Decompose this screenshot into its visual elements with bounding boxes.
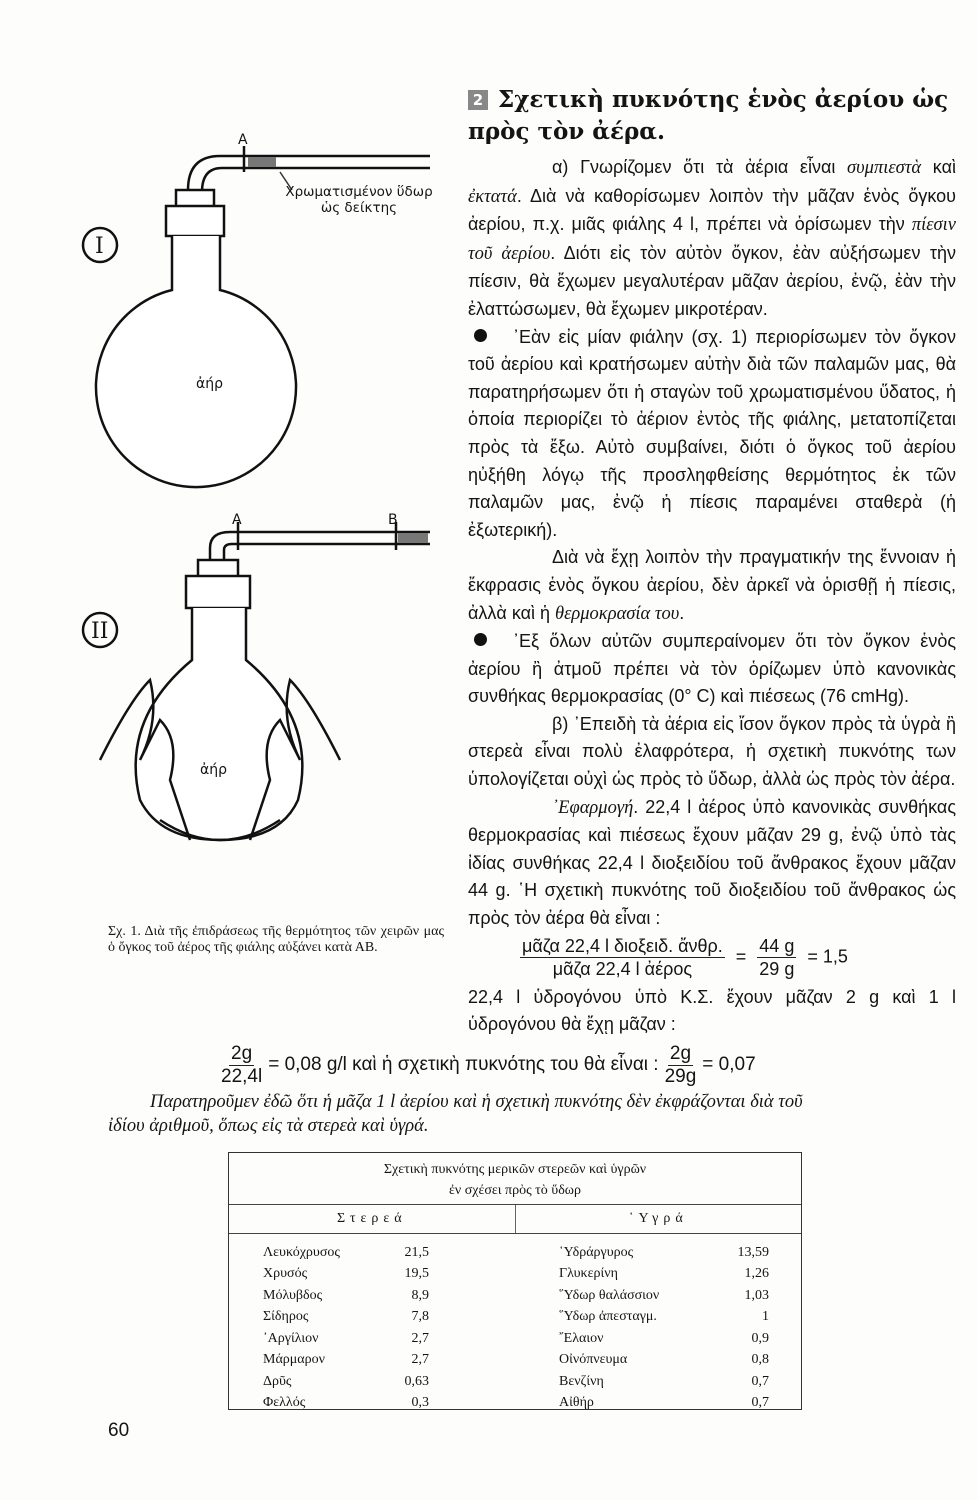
section-title: Σχετικὴ πυκνότης ἑνὸς ἀερίου ὡς πρὸς τὸν ἀέρα.	[468, 86, 949, 145]
table-row	[559, 1392, 801, 1414]
denominator: 29 g	[759, 958, 795, 979]
table-title-line-1: Σχετικὴ πυκνότης μερικῶν στερεῶν καὶ ὑγρῶν	[383, 1161, 647, 1177]
italic-term: ἐκτατά	[468, 186, 517, 207]
substance-name: Οἰνόπνευμα	[559, 1352, 628, 1368]
substance-name: Λευκόχρυσος	[263, 1244, 340, 1260]
table-row	[263, 1349, 515, 1371]
roman-numeral-2: II	[91, 619, 109, 644]
substance-name: Μάρμαρον	[263, 1352, 325, 1368]
equals: =	[735, 945, 747, 966]
table-row	[559, 1349, 801, 1371]
table-row	[559, 1263, 801, 1285]
main-text-column	[468, 0, 956, 1039]
header-solids: Στερεά	[229, 1205, 516, 1233]
text: Διὰ νὰ ἔχῃ λοιπὸν τὴν πραγματικήν της ἔννοιαν ἡ ἔκφρασις ἑνὸς ὄγκου ἀερίου, δὲν ἀρκεῖ νὰ ὁρισθῇ ἡ πίεσις, ἀλλὰ καὶ ἡ	[468, 547, 956, 623]
label-a-1: A	[238, 132, 248, 148]
paragraph-hydrogen: 22,4 l ὑδρογόνου ὑπὸ Κ.Σ. ἔχουν μᾶζαν 2 g καὶ 1 l ὑδρογόνου θὰ ἔχῃ μᾶζαν :	[468, 986, 956, 1035]
paragraph-bullet-2	[468, 628, 956, 711]
page-number: 60	[108, 1420, 130, 1441]
substance-name: ᾿Αργίλιον	[263, 1330, 319, 1346]
table-row	[559, 1285, 801, 1307]
substance-name: ῞Υδωρ ἀπεσταγμ.	[559, 1309, 657, 1325]
density-value: 2,7	[411, 1330, 429, 1346]
density-value: 19,5	[404, 1266, 429, 1282]
table-title	[229, 1153, 801, 1201]
substance-name: Χρυσός	[263, 1266, 308, 1282]
paragraph-b: β) ᾿Επειδὴ τὰ ἀέρια εἰς ἴσον ὄγκον πρὸς τὰ ὑγρὰ ἢ στερεὰ εἶναι πολὺ ἐλαφρότερα, ἡ σχετικὴ πυκνότης των ὑπολογίζεται οὐχὶ ὡς πρὸς τὸ ὕδωρ, ἀλλὰ ὡς πρὸς τὸν ἀέρα.	[468, 713, 956, 790]
density-value: 0,7	[751, 1373, 769, 1389]
density-value: 1	[762, 1309, 769, 1325]
section-heading	[468, 84, 956, 148]
denominator: μᾶζα 22,4 l ἀέρος	[552, 958, 693, 979]
substance-name: ῞Υδωρ θαλάσσιον	[559, 1287, 660, 1303]
bullet-icon	[474, 329, 487, 342]
italic-term: πίεσιν τοῦ ἀερίου	[468, 215, 956, 264]
table-row	[559, 1371, 801, 1393]
density-value: 0,9	[751, 1330, 769, 1346]
text: καὶ	[921, 157, 956, 177]
density-value: 8,9	[411, 1287, 429, 1303]
substance-name: ῾Υδράργυρος	[559, 1244, 634, 1260]
table-row	[263, 1392, 515, 1414]
density-value: 13,59	[737, 1244, 769, 1260]
paragraph-a	[468, 154, 956, 324]
density-value: 0,7	[751, 1395, 769, 1411]
text: α) Γνωρίζομεν ὅτι τὰ ἀέρια εἶναι	[552, 157, 848, 177]
paragraph-application	[468, 794, 956, 933]
density-value: 0,8	[751, 1352, 769, 1368]
density-value: 2,7	[411, 1352, 429, 1368]
italic-term: θερμοκρασία του	[555, 603, 680, 624]
substance-name: ῎Ελαιον	[559, 1330, 604, 1346]
formula-hydrogen	[215, 1043, 978, 1088]
density-value: 21,5	[404, 1244, 429, 1260]
indicator-label-line-2: ὡς δείκτης	[320, 200, 398, 216]
density-value: 7,8	[411, 1309, 429, 1325]
text: ᾿Εξ ὅλων αὐτῶν συμπεραίνομεν ὅτι τὸν ὄγκον ἑνὸς ἀερίου ἢ ἀτμοῦ πρέπει νὰ τὸν ὁρίζωμεν ὑπὸ κανονικὰς συνθήκας θερμοκρασίας (0° C) καὶ πιέσεως (76 cmHg).	[468, 631, 956, 707]
table-row	[263, 1242, 515, 1264]
table-row	[263, 1371, 515, 1393]
italic-term: συμπιεστὰ	[847, 158, 922, 178]
formula-text: = 0,08 g/l καὶ ἡ σχετικὴ πυκνότης του θὰ εἶναι :	[268, 1054, 659, 1076]
denominator: 22,4l	[221, 1065, 263, 1087]
text: . Διὰ νὰ καθορίσωμεν λοιπὸν τὴν μᾶζαν ἑνὸς ὄγκου ἀερίου, π.χ. μιᾶς φιάλης 4 l, πρέπει νὰ ὁρίσωμεν τὴν	[468, 185, 956, 235]
substance-name: Δρῦς	[263, 1373, 292, 1389]
header-liquids: ῾Υγρά	[628, 1210, 688, 1226]
numerator: 2g	[231, 1042, 253, 1064]
text: . Διότι εἰς τὸν αὐτὸν ὄγκον, ἐὰν αὐξήσωμεν τὴν πίεσιν, θὰ ἔχωμεν μεγαλυτέραν μᾶζαν ἀερίου, ἐνῷ, ἐὰν τὴν ἐλαττώσωμεν, θὰ ἔχωμεν μικροτέραν.	[468, 242, 957, 319]
label-b: B	[388, 512, 398, 528]
liquids-column	[515, 1242, 801, 1414]
fraction	[665, 1043, 697, 1088]
density-value: 0,63	[404, 1373, 429, 1389]
table-row	[559, 1328, 801, 1350]
table-row	[263, 1328, 515, 1350]
section-number: 2	[468, 90, 488, 110]
table-row	[263, 1306, 515, 1328]
substance-name: Φελλός	[263, 1395, 306, 1411]
table-body	[229, 1234, 801, 1414]
label-a-2: A	[232, 512, 242, 528]
density-table	[228, 1152, 802, 1410]
denominator: 29g	[664, 1065, 697, 1087]
result: = 1,5	[807, 945, 848, 966]
numerator: 44 g	[759, 935, 795, 956]
fraction	[520, 935, 725, 980]
table-header	[229, 1204, 801, 1234]
density-value: 1,03	[744, 1287, 769, 1303]
fraction	[757, 935, 796, 980]
density-value: 1,26	[744, 1266, 769, 1282]
paragraph-bullet-1	[468, 324, 956, 545]
density-value: 0,3	[411, 1395, 429, 1411]
note-line-2: ἰδίου ἀριθμοῦ, ὅπως εἰς τὰ στερεὰ καὶ ὑγρά.	[108, 1115, 429, 1136]
substance-name: Γλυκερίνη	[559, 1266, 618, 1282]
result: = 0,07	[702, 1054, 756, 1076]
table-title-line-2: ἐν σχέσει πρὸς τὸ ὕδωρ	[449, 1182, 581, 1198]
numerator: 2g	[669, 1042, 692, 1064]
text: .	[679, 602, 685, 623]
fraction	[221, 1043, 262, 1088]
indicator-label-line-1: Χρωματισμένον ὕδωρ	[285, 184, 433, 200]
solids-column	[229, 1242, 515, 1414]
substance-name: Αἰθήρ	[559, 1395, 594, 1411]
text: . 22,4 l ἀέρος ὑπὸ κανονικὰς συνθήκας θερμοκρασίας καὶ πιέσεως ἔχουν μᾶζαν 29 g, ἐνῷ ὑπὸ τὰς ἰδίας συνθήκας 22,4 l διοξειδίου τοῦ ἄνθρακος ἔχουν μᾶζαν 44 g. ῾Η σχετικὴ πυκνότης τοῦ διοξειδίου τοῦ ἄνθρακος ὡς πρὸς τὸν ἀέρα θὰ εἶναι :	[468, 796, 956, 929]
figure-caption: Σχ. 1. Διὰ τῆς ἐπιδράσεως τῆς θερμότητος τῶν χειρῶν μας ὁ ὄγκος τοῦ ἀέρος τῆς φιάλης αὐξάνει κατὰ ΑΒ.	[108, 924, 444, 955]
substance-name: Μόλυβδος	[263, 1287, 323, 1303]
roman-numeral-1: I	[95, 234, 104, 259]
text: ᾿Εὰν εἰς μίαν φιάλην (σχ. 1) περιορίσωμεν τὸν ὄγκον τοῦ ἀερίου καὶ κρατήσωμεν αὐτὴν διὰ τῶν παλαμῶν μας, θὰ παρατηρήσωμεν ὅτι ἡ σταγὼν τοῦ χρωματισμένου ὕδατος, ἡ ὁποία περιορίζει τὸ ἀέριον ἐντὸς τῆς φιάλης, μετατοπίζεται πρὸς τὰ ἔξω. Αὐτὸ συμβαίνει, διότι ὁ ὄγκος τοῦ ἀερίου ηὐξήθη λόγῳ τῆς προσληφθείσης θερμότητος ἐκ τῶν παλαμῶν μας, ἐνῷ ἡ πίεσις παραμένει σταθερὰ (ἡ ἐξωτερική).	[468, 326, 956, 540]
paragraph-3	[468, 544, 956, 628]
table-row	[559, 1242, 801, 1264]
table-row	[263, 1285, 515, 1307]
substance-name: Βενζίνη	[559, 1373, 604, 1389]
table-row	[263, 1263, 515, 1285]
table-row	[559, 1306, 801, 1328]
note-line-1: Παρατηροῦμεν ἐδῶ ὅτι ἡ μᾶζα 1 l ἀερίου καὶ ἡ σχετικὴ πυκνότης δὲν ἐκφράζονται διὰ τοῦ	[150, 1091, 803, 1112]
italic-note	[108, 1090, 950, 1138]
italic-term: ᾿Εφαρμογή	[552, 797, 634, 818]
numerator: μᾶζα 22,4 l διοξειδ. ἄνθρ.	[522, 935, 723, 956]
formula-co2	[468, 935, 956, 980]
bullet-icon	[474, 633, 487, 646]
air-label-2: ἀήρ	[200, 762, 227, 778]
substance-name: Σίδηρος	[263, 1309, 309, 1325]
air-label-1: ἀήρ	[196, 376, 223, 392]
